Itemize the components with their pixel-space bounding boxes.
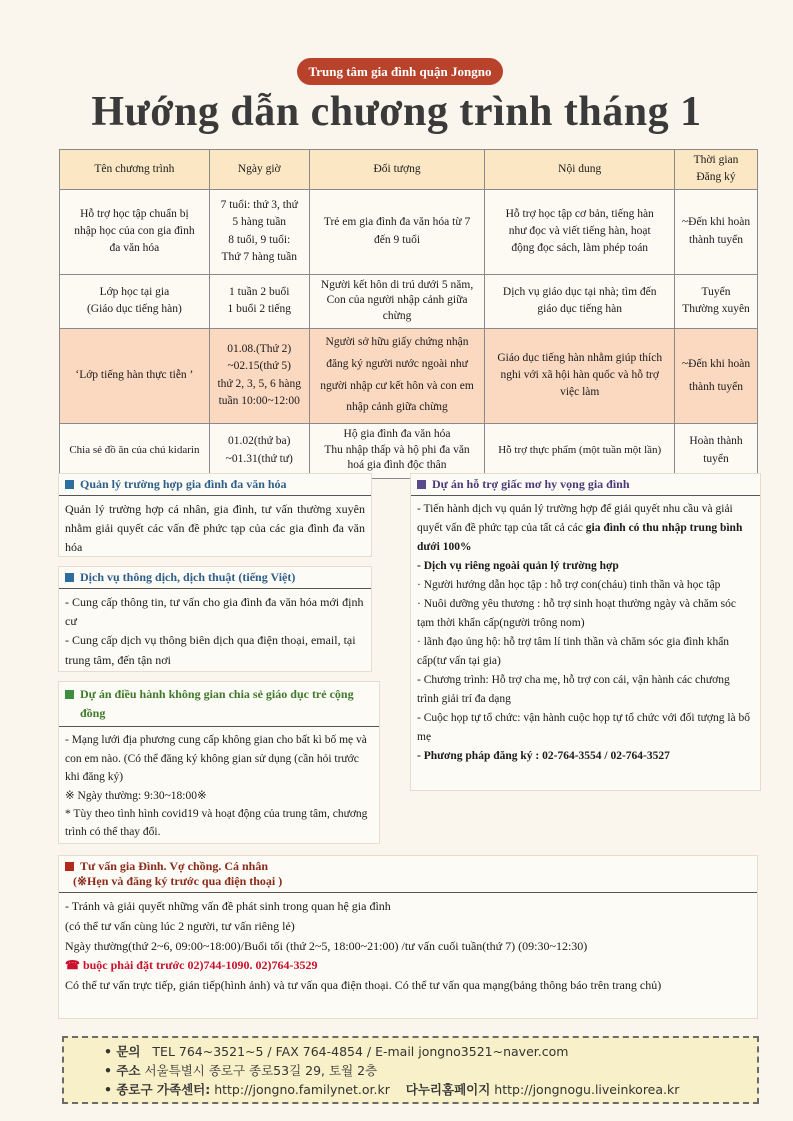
- section-heading: [59, 474, 371, 496]
- table-cell: Giáo dục tiếng hàn nhằm giúp thích nghi với xã hội hàn quốc và hỗ trợ việc làm: [485, 328, 675, 423]
- section-heading: [411, 474, 760, 496]
- section-heading: [59, 682, 379, 727]
- footer-link[interactable]: http://jongnogu.liveinkorea.kr: [494, 1081, 680, 1097]
- section-heading: [59, 567, 371, 589]
- section-subtitle: (※Hẹn và đăng ký trước qua điện thoại ): [73, 874, 283, 888]
- table-cell: ~Đến khi hoàn thành tuyển: [675, 328, 758, 423]
- section-text: - Tiến hành dịch vụ quản lý trường hợp để giải quyết nhu cầu và giải quyết vấn đề phức tạp của tất cả các: [417, 503, 733, 534]
- section-body: [59, 589, 371, 674]
- purple-square-icon: [417, 480, 426, 489]
- table-cell: 1 tuần 2 buổi 1 buổi 2 tiếng: [209, 274, 309, 328]
- table-cell: Hỗ trợ thực phẩm (một tuần một lần): [485, 423, 675, 478]
- footer-address: [104, 1062, 757, 1081]
- footer-value: TEL 764~3521~5 / FAX 764-4854 / E-mail jongno3521~naver.com: [152, 1044, 569, 1059]
- table-row-highlighted: [60, 328, 758, 423]
- footer-value: 서울특별시 종로구 종로53길 29, 토월 2층: [144, 1062, 378, 1078]
- table-cell: Hỗ trợ học tập chuẩn bị nhập học của con gia đình đa văn hóa: [60, 189, 210, 274]
- table-cell: Hoàn thành tuyển: [675, 423, 758, 478]
- section-title: Tư vấn gia Đình. Vợ chồng. Cá nhân: [80, 859, 269, 873]
- footer-label: • 종로구 가족센터:: [104, 1081, 211, 1097]
- section-title: Dự án hỗ trợ giấc mơ hy vọng gia đình: [432, 477, 630, 491]
- section-line: Ngày thường(thứ 2~6, 09:00~18:00)/Buổi tối (thứ 2~5, 18:00~21:00) /tư vấn cuối tuần(thứ 7) (09:30~12:30): [65, 938, 588, 953]
- section-title: Dự án điều hành không gian chia sẻ giáo dục trẻ cộng đồng: [80, 687, 354, 721]
- section-body: Quản lý trường hợp cá nhân, gia đình, tư vấn thường xuyên nhằm giải quyết các vấn đề phức tạp của các gia đình đa văn hóa: [65, 502, 365, 555]
- table-cell: ‘Lớp tiếng hàn thực tiễn ’: [60, 328, 210, 423]
- table-cell: Trẻ em gia đình đa văn hóa từ 7 đến 9 tuổi: [309, 189, 485, 274]
- section-body: [59, 893, 757, 1000]
- footer-label: • 문의: [104, 1044, 141, 1059]
- header-registration: Thời gian Đăng ký: [675, 150, 758, 190]
- contact-footer: [62, 1036, 759, 1104]
- table-cell: Chia sẻ đồ ăn của chú kidarin: [60, 423, 210, 478]
- section-line: - Cuộc họp tự tổ chức: vận hành cuộc họp tự tổ chức với đối tượng là bố mẹ: [417, 711, 751, 743]
- table-cell: Hỗ trợ học tập cơ bản, tiếng hàn như đọc và viết tiếng hàn, hoạt động đọc sách, làm phép toán: [485, 189, 675, 274]
- blue-square-icon: [65, 480, 74, 489]
- footer-label: • 주소: [104, 1062, 141, 1078]
- section-line: - Dịch vụ riêng ngoài quản lý trường hợp: [417, 559, 619, 572]
- section-line: - Mạng lưới địa phương cung cấp không gian cho bất kì bố mẹ và con em nào. (Có thể đăng ký không gian sử dụng (cần hỏi trước khi đăng ký): [65, 734, 367, 784]
- section-body: [411, 496, 760, 770]
- table-cell: Dịch vụ giáo dục tại nhà; tìm đến giáo dục tiếng hàn: [485, 274, 675, 328]
- table-cell: Người sở hữu giấy chứng nhận đăng ký người nước ngoài như người nhập cư kết hôn và con em nhập cảnh giữa chừng: [309, 328, 485, 423]
- table-cell: Tuyển Thường xuyên: [675, 274, 758, 328]
- section-text-bold: gia đình có thu nhập trung bình dưới 100%: [417, 521, 743, 553]
- table-row: [60, 423, 758, 478]
- dream-support-section: [410, 473, 761, 791]
- section-line: · Nuôi dưỡng yêu thương : hỗ trợ sinh hoạt thường ngày và chăm sóc tạm thời khẩn cấp(người trông nom): [417, 597, 736, 629]
- header-date-time: Ngày giờ: [209, 150, 309, 190]
- section-line: · Người hướng dẫn học tập : hỗ trợ con(cháu) tinh thần và học tập: [417, 578, 721, 591]
- table-cell: Hộ gia đình đa văn hóa Thu nhập thấp và hộ phi đa văn hoá gia đình độc thân: [309, 423, 485, 478]
- section-line: Có thể tư vấn trực tiếp, gián tiếp(hình ảnh) và tư vấn qua điện thoại. Có thể tư vấn qua mạng(bảng thông báo trên trang chủ): [65, 978, 662, 993]
- footer-link[interactable]: http://jongno.familynet.or.kr: [214, 1081, 390, 1097]
- section-heading: [59, 856, 757, 893]
- program-table: [59, 149, 758, 479]
- section-title: Quản lý trường hợp gia đình đa văn hóa: [80, 477, 287, 491]
- translation-section: [58, 566, 372, 672]
- section-line: [417, 500, 754, 557]
- table-header-row: [60, 150, 758, 190]
- table-cell: 01.08.(Thứ 2) ~02.15(thứ 5) thứ 2, 3, 5, 6 hàng tuần 10:00~12:00: [209, 328, 309, 423]
- blue-square-icon: [65, 573, 74, 582]
- section-title: Dịch vụ thông dịch, dịch thuật (tiếng Việt): [80, 570, 296, 584]
- section-line: - Tránh và giải quyết những vấn đề phát sinh trong quan hệ gia đình: [65, 899, 391, 913]
- table-row: [60, 274, 758, 328]
- section-line: · lãnh đạo ủng hộ: hỗ trợ tâm lí tinh thần và chăm sóc gia đình khẩn cấp(tư vấn tại gia): [417, 635, 730, 667]
- footer-inquiry: [104, 1043, 757, 1062]
- center-badge: Trung tâm gia đình quận Jongno: [297, 58, 503, 85]
- case-management-section: [58, 473, 372, 557]
- header-content: Nội dung: [485, 150, 675, 190]
- booking-phone: ☎ buộc phải đặt trước 02)744-1090. 02)764-3529: [65, 958, 318, 973]
- table-cell: Lớp học tại gia (Giáo dục tiếng hàn): [60, 274, 210, 328]
- table-cell: ~Đến khi hoàn thành tuyển: [675, 189, 758, 274]
- section-line: - Cung cấp dịch vụ thông biên dịch qua điện thoại, email, tại trung tâm, đến tận nơi: [65, 633, 356, 667]
- section-line: ※ Ngày thường: 9:30~18:00※: [65, 789, 207, 802]
- header-program-name: Tên chương trình: [60, 150, 210, 190]
- footer-websites: [104, 1081, 757, 1100]
- shared-space-section: [58, 681, 380, 844]
- red-square-icon: [65, 862, 74, 871]
- table-cell: Người kết hôn di trú dưới 5 năm, Con của người nhập cảnh giữa chừng: [309, 274, 485, 328]
- counseling-section: [58, 855, 758, 1019]
- header-target: Đối tượng: [309, 150, 485, 190]
- section-line: - Cung cấp thông tin, tư vấn cho gia đình đa văn hóa mới định cư: [65, 595, 364, 629]
- registration-phone: - Phương pháp đăng ký : 02-764-3554 / 02-764-3527: [417, 749, 670, 762]
- green-square-icon: [65, 690, 74, 699]
- section-line: - Chương trình: Hỗ trợ cha mẹ, hỗ trợ con cái, vận hành các chương trình giải trí đa dạng: [417, 673, 730, 705]
- footer-label: 다누리홈페이지: [405, 1081, 491, 1097]
- section-body: [59, 727, 379, 845]
- section-line: (có thể tư vấn cùng lúc 2 người, tư vấn riêng lẻ): [65, 918, 295, 933]
- table-cell: 01.02(thứ ba) ~01.31(thứ tư): [209, 423, 309, 478]
- table-row: [60, 189, 758, 274]
- table-cell: 7 tuổi: thứ 3, thứ 5 hàng tuần 8 tuổi, 9 tuổi: Thứ 7 hàng tuần: [209, 189, 309, 274]
- section-line: * Tùy theo tình hình covid19 và hoạt động của trung tâm, chương trình có thể thay đổi.: [65, 807, 368, 839]
- page-title: Hướng dẫn chương trình tháng 1: [91, 89, 702, 135]
